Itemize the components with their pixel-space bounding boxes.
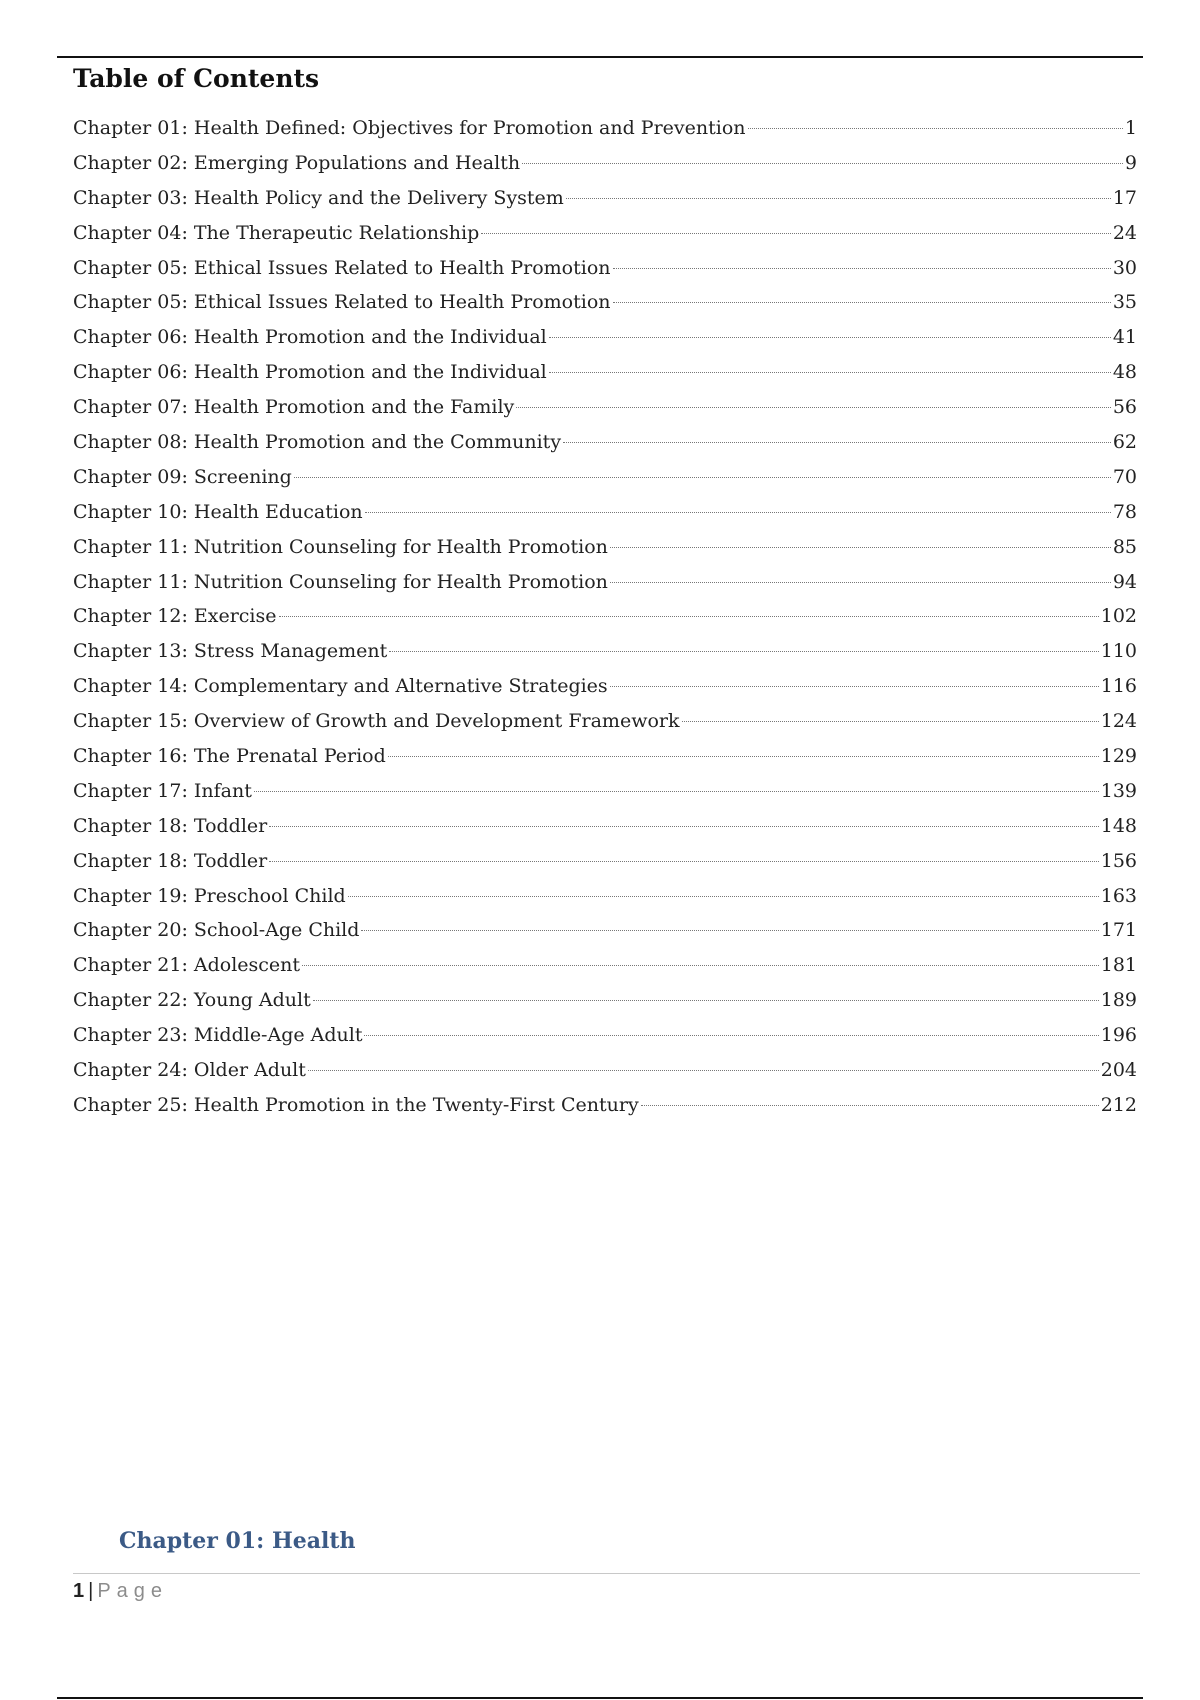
footer-page-number: 1 bbox=[73, 1580, 85, 1602]
toc-entry-page: 62 bbox=[1112, 431, 1137, 454]
toc-entry-page: 35 bbox=[1112, 291, 1137, 314]
toc-entry-label: Chapter 17: Infant bbox=[73, 779, 252, 802]
toc-dot-leader bbox=[682, 721, 1099, 722]
toc-entry[interactable] bbox=[73, 1018, 1137, 1053]
toc-title: Table of Contents bbox=[73, 64, 320, 93]
toc-entry-page: 102 bbox=[1100, 605, 1137, 628]
toc-entry[interactable] bbox=[73, 425, 1137, 460]
toc-entry-page: 24 bbox=[1112, 221, 1137, 244]
toc-dot-leader bbox=[549, 337, 1111, 338]
toc-entry-page: 163 bbox=[1100, 884, 1137, 907]
toc-entry-label: Chapter 04: The Therapeutic Relationship bbox=[73, 221, 480, 244]
toc-dot-leader bbox=[313, 1000, 1099, 1001]
toc-entry[interactable] bbox=[73, 565, 1137, 600]
toc-dot-leader bbox=[308, 1070, 1099, 1071]
toc-entry-label: Chapter 13: Stress Management bbox=[73, 640, 388, 663]
toc-entry[interactable] bbox=[73, 913, 1137, 948]
toc-entry-label: Chapter 16: The Prenatal Period bbox=[73, 745, 386, 768]
toc-entry-label: Chapter 14: Complementary and Alternative Strategies bbox=[73, 675, 608, 698]
toc-entry-page: 17 bbox=[1112, 186, 1137, 209]
toc-entry[interactable] bbox=[73, 460, 1137, 495]
toc-entry[interactable] bbox=[73, 809, 1137, 844]
toc-entry[interactable] bbox=[73, 739, 1137, 774]
toc-entry[interactable] bbox=[73, 879, 1137, 914]
toc-entry-label: Chapter 09: Screening bbox=[73, 465, 292, 488]
toc-entry[interactable] bbox=[73, 844, 1137, 879]
toc-entry-label: Chapter 02: Emerging Populations and Health bbox=[73, 151, 521, 174]
toc-dot-leader bbox=[641, 1105, 1099, 1106]
toc-entry-label: Chapter 23: Middle-Age Adult bbox=[73, 1024, 363, 1047]
toc-entry-label: Chapter 11: Nutrition Counseling for Health Promotion bbox=[73, 535, 608, 558]
toc-entry-label: Chapter 15: Overview of Growth and Development Framework bbox=[73, 710, 680, 733]
footer-page-word: Page bbox=[97, 1580, 169, 1602]
toc-entry[interactable] bbox=[73, 634, 1137, 669]
toc-entry-label: Chapter 08: Health Promotion and the Community bbox=[73, 431, 562, 454]
toc-entry-label: Chapter 10: Health Education bbox=[73, 500, 363, 523]
toc-entry-page: 30 bbox=[1112, 256, 1137, 279]
toc-entry[interactable] bbox=[73, 111, 1137, 146]
bottom-rule bbox=[57, 1697, 1143, 1699]
toc-entry-label: Chapter 01: Health Defined: Objectives for Promotion and Prevention bbox=[73, 117, 746, 139]
toc-entry-label: Chapter 05: Ethical Issues Related to Health Promotion bbox=[73, 256, 611, 279]
toc-dot-leader bbox=[389, 651, 1098, 652]
toc-entry-page: 181 bbox=[1100, 954, 1137, 977]
toc-entry-label: Chapter 18: Toddler bbox=[73, 849, 268, 872]
toc-entry-label: Chapter 12: Exercise bbox=[73, 605, 277, 628]
toc-entry-label: Chapter 07: Health Promotion and the Family bbox=[73, 396, 515, 419]
toc-entry[interactable] bbox=[73, 704, 1137, 739]
toc-entry[interactable] bbox=[73, 320, 1137, 355]
top-rule bbox=[57, 56, 1143, 58]
toc-entry[interactable] bbox=[73, 251, 1137, 286]
toc-dot-leader bbox=[613, 268, 1111, 269]
toc-entry[interactable] bbox=[73, 216, 1137, 251]
toc-entry-label: Chapter 11: Nutrition Counseling for Health Promotion bbox=[73, 570, 608, 593]
toc-dot-leader bbox=[613, 302, 1111, 303]
toc-dot-leader bbox=[549, 372, 1111, 373]
toc-entry-label: Chapter 22: Young Adult bbox=[73, 989, 311, 1012]
toc-entry[interactable] bbox=[73, 983, 1137, 1018]
toc-entry-page: 94 bbox=[1112, 570, 1137, 593]
footer-rule bbox=[73, 1573, 1140, 1574]
toc-dot-leader bbox=[365, 512, 1111, 513]
toc-entry[interactable] bbox=[73, 146, 1137, 181]
toc-dot-leader bbox=[269, 861, 1098, 862]
toc-entry[interactable] bbox=[73, 948, 1137, 983]
toc-entry-page: 212 bbox=[1100, 1093, 1137, 1116]
toc-dot-leader bbox=[302, 965, 1099, 966]
toc-entry-page: 129 bbox=[1100, 745, 1137, 768]
toc-entry[interactable] bbox=[73, 1088, 1137, 1123]
toc-entry-page: 41 bbox=[1112, 326, 1137, 349]
toc-dot-leader bbox=[566, 198, 1111, 199]
toc-dot-leader bbox=[610, 582, 1111, 583]
page-footer bbox=[73, 1578, 168, 1604]
toc-dot-leader bbox=[254, 791, 1099, 792]
toc-entry-page: 70 bbox=[1112, 465, 1137, 488]
toc-dot-leader bbox=[516, 407, 1111, 408]
toc-dot-leader bbox=[388, 756, 1099, 757]
toc-entry-page: 9 bbox=[1124, 151, 1137, 174]
toc-dot-leader bbox=[348, 896, 1099, 897]
toc-dot-leader bbox=[522, 163, 1123, 164]
toc-dot-leader bbox=[294, 477, 1111, 478]
toc-entry-page: 148 bbox=[1100, 814, 1137, 837]
toc-entry-page: 204 bbox=[1100, 1059, 1137, 1082]
toc-entry-label: Chapter 06: Health Promotion and the Individual bbox=[73, 326, 547, 349]
toc-entry-page: 156 bbox=[1100, 849, 1137, 872]
toc-entry[interactable] bbox=[73, 1053, 1137, 1088]
toc-entry-page: 110 bbox=[1100, 640, 1137, 663]
toc-entry[interactable] bbox=[73, 495, 1137, 530]
footer-separator: | bbox=[88, 1580, 94, 1602]
toc-entry-label: Chapter 06: Health Promotion and the Individual bbox=[73, 361, 547, 384]
toc-entry[interactable] bbox=[73, 355, 1137, 390]
toc-entry-page: 139 bbox=[1100, 779, 1137, 802]
toc-dot-leader bbox=[563, 442, 1111, 443]
toc-entry[interactable] bbox=[73, 285, 1137, 320]
toc-entry-page: 124 bbox=[1100, 710, 1137, 733]
toc-dot-leader bbox=[610, 547, 1111, 548]
toc-entry-label: Chapter 19: Preschool Child bbox=[73, 884, 346, 907]
toc-entry-label: Chapter 25: Health Promotion in the Twenty-First Century bbox=[73, 1093, 639, 1116]
toc-entry-label: Chapter 05: Ethical Issues Related to Health Promotion bbox=[73, 291, 611, 314]
toc-entry-label: Chapter 18: Toddler bbox=[73, 814, 268, 837]
toc-entry-page: 85 bbox=[1112, 535, 1137, 558]
toc-entry[interactable] bbox=[73, 599, 1137, 634]
toc-list bbox=[73, 111, 1137, 1123]
toc-entry[interactable] bbox=[73, 530, 1137, 565]
toc-entry-page: 189 bbox=[1100, 989, 1137, 1012]
toc-entry[interactable] bbox=[73, 181, 1137, 216]
toc-entry-label: Chapter 21: Adolescent bbox=[73, 954, 301, 977]
toc-entry-page: 1 bbox=[1124, 117, 1137, 139]
toc-entry[interactable] bbox=[73, 390, 1137, 425]
toc-entry-page: 196 bbox=[1100, 1024, 1137, 1047]
toc-entry-page: 56 bbox=[1112, 396, 1137, 419]
toc-dot-leader bbox=[269, 826, 1098, 827]
toc-entry[interactable] bbox=[73, 669, 1137, 704]
toc-entry-page: 171 bbox=[1100, 919, 1137, 942]
toc-entry-label: Chapter 03: Health Policy and the Delivery System bbox=[73, 186, 564, 209]
toc-entry-label: Chapter 20: School-Age Child bbox=[73, 919, 360, 942]
toc-dot-leader bbox=[748, 128, 1123, 129]
toc-entry-page: 78 bbox=[1112, 500, 1137, 523]
section-heading: Chapter 01: Health bbox=[119, 1528, 356, 1554]
toc-dot-leader bbox=[364, 1035, 1098, 1036]
toc-dot-leader bbox=[481, 233, 1111, 234]
toc-entry-page: 116 bbox=[1100, 675, 1137, 698]
toc-entry-label: Chapter 24: Older Adult bbox=[73, 1059, 306, 1082]
toc-dot-leader bbox=[361, 930, 1098, 931]
toc-entry-page: 48 bbox=[1112, 361, 1137, 384]
toc-dot-leader bbox=[279, 616, 1099, 617]
toc-dot-leader bbox=[610, 686, 1099, 687]
toc-entry[interactable] bbox=[73, 774, 1137, 809]
